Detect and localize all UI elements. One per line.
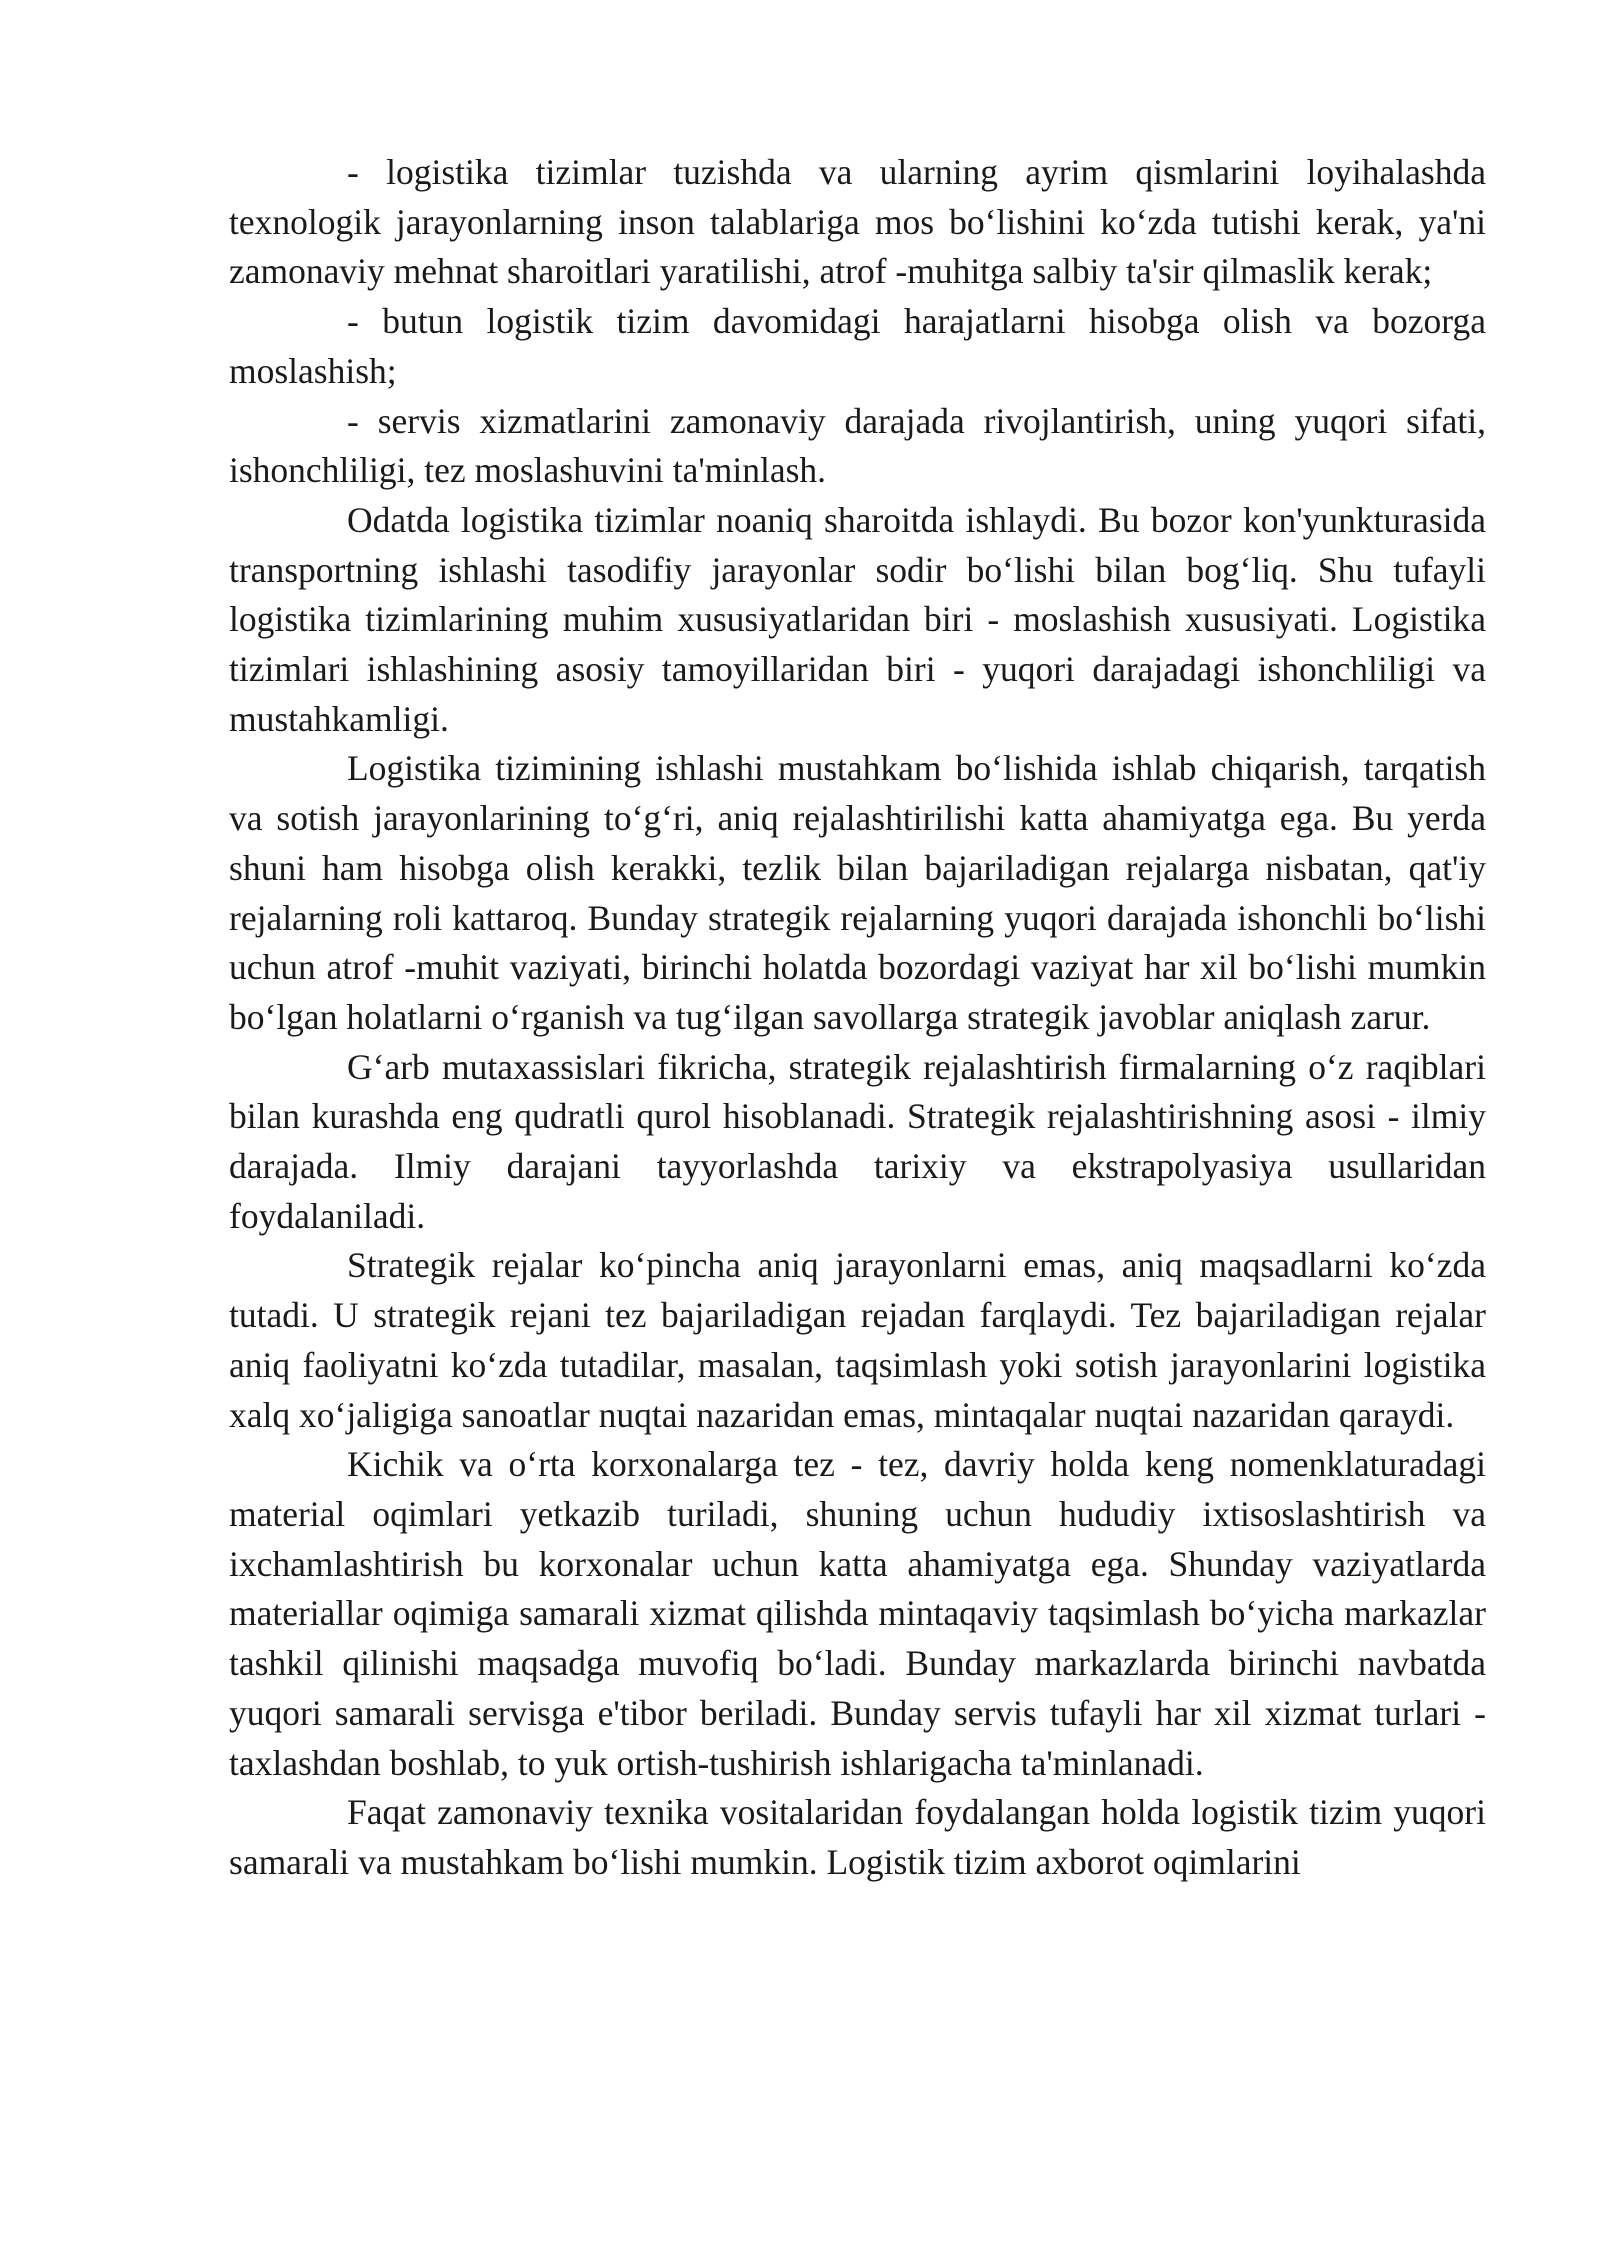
paragraph-5: Logistika tizimining ishlashi mustahkam bo‘lishida ishlab chiqarish, tarqatish va sotish jarayonlarining to‘g‘ri, aniq rejalashtirilishi katta ahamiyatga ega. Bu yerda shuni ham hisobga olish kerakki, tezlik bilan bajariladigan rejalarga nisbatan, qat'iy rejalarning roli kattaroq. Bunday strategik rejalarning yuqori darajada ishonchli bo‘lishi uchun atrof -muhit vaziyati, birinchi holatda bozordagi vaziyat har xil bo‘lishi mumkin bo‘lgan holatlarni o‘rganish va tug‘ilgan savollarga strategik javoblar aniqlash zarur. bbox=[229, 748, 1486, 1037]
paragraph-1: - logistika tizimlar tuzishda va ularning ayrim qismlarini loyihalashda texnologik jarayonlarning inson talablariga mos bo‘lishini ko‘zda tutishi kerak, ya'ni zamonaviy mehnat sharoitlari yaratilishi, atrof -muhitga salbiy ta'sir qilmaslik kerak; bbox=[229, 152, 1486, 292]
paragraph-7: Strategik rejalar ko‘pincha aniq jarayonlarni emas, aniq maqsadlarni ko‘zda tutadi. U strategik rejani tez bajariladigan rejadan farqlaydi. Tez bajariladigan rejalar aniq faoliyatni ko‘zda tutadilar, masalan, taqsimlash yoki sotish jarayonlarini logistika xalq xo‘jaligiga sanoatlar nuqtai nazaridan emas, mintaqalar nuqtai nazaridan qaraydi. bbox=[229, 1245, 1486, 1435]
paragraph-2: - butun logistik tizim davomidagi harajatlarni hisobga olish va bozorga moslashish; bbox=[229, 301, 1486, 391]
body-text bbox=[229, 148, 1486, 1888]
paragraph-4: Odatda logistika tizimlar noaniq sharoitda ishlaydi. Bu bozor kon'yunkturasida transportning ishlashi tasodifiy jarayonlar sodir bo‘lishi bilan bog‘liq. Shu tufayli logistika tizimlarining muhim xususiyatlaridan biri - moslashish xususiyati. Logistika tizimlari ishlashining asosiy tamoyillaridan biri - yuqori darajadagi ishonchliligi va mustahkamligi. bbox=[229, 499, 1486, 739]
paragraph-6: G‘arb mutaxassislari fikricha, strategik rejalashtirish firmalarning o‘z raqiblari bilan kurashda eng qudratli qurol hisoblanadi. Strategik rejalashtirishning asosi - ilmiy darajada. Ilmiy darajani tayyorlashda tarixiy va ekstrapolyasiya usullaridan foydalaniladi. bbox=[229, 1046, 1486, 1236]
paragraph-3: - servis xizmatlarini zamonaviy darajada rivojlantirish, uning yuqori sifati, ishonchliligi, tez moslashuvini ta'minlash. bbox=[229, 400, 1486, 491]
paragraph-9: Faqat zamonaviy texnika vositalaridan foydalangan holda logistik tizim yuqori samarali va mustahkam bo‘lishi mumkin. Logistik tizim axborot oqimlarini bbox=[229, 1792, 1486, 1882]
paragraph-8: Kichik va o‘rta korxonalarga tez - tez, davriy holda keng nomenklaturadagi material oqimlari yetkazib turiladi, shuning uchun hududiy ixtisoslashtirish va ixchamlashtirish bu korxonalar uchun katta ahamiyatga ega. Shunday vaziyatlarda materiallar oqimiga samarali xizmat qilishda mintaqaviy taqsimlash bo‘yicha markazlar tashkil qilinishi maqsadga muvofiq bo‘ladi. Bunday markazlarda birinchi navbatda yuqori samarali servisga e'tibor beriladi. Bunday servis tufayli har xil xizmat turlari - taxlashdan boshlab, to yuk ortish-tushirish ishlarigacha ta'minlanadi. bbox=[229, 1444, 1486, 1783]
